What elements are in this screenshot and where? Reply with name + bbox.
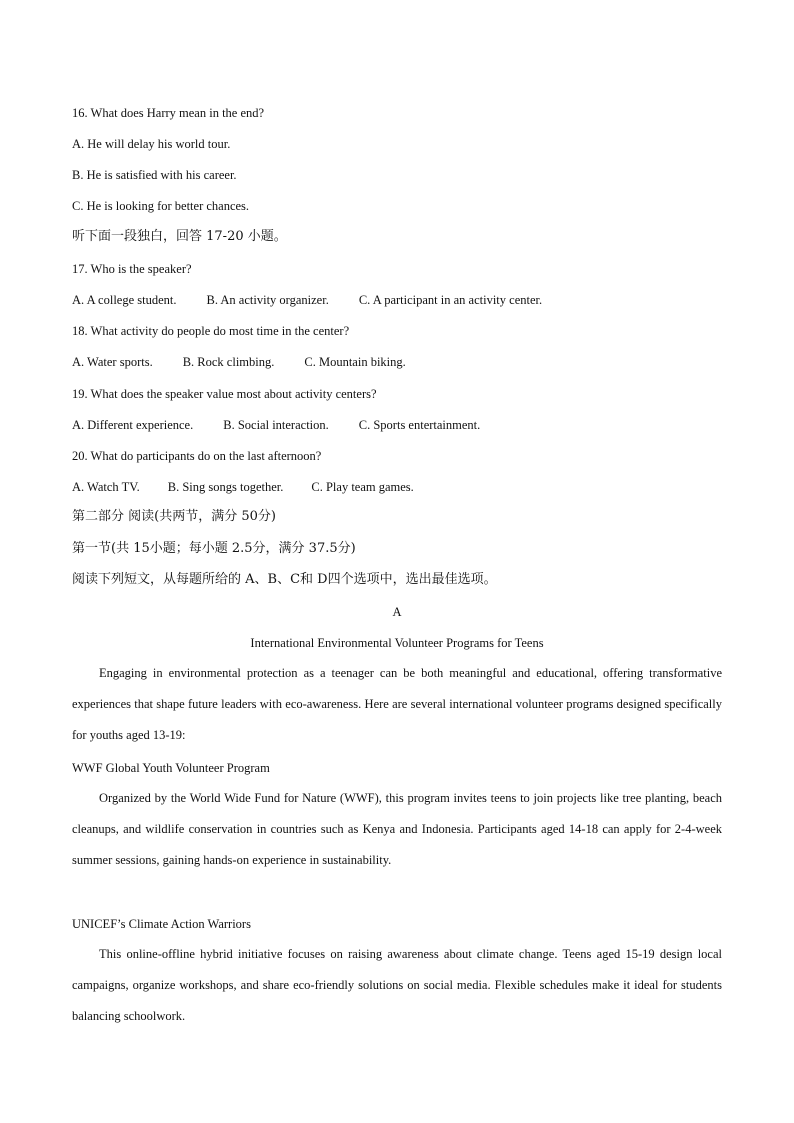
question-18-option-b: B. Rock climbing. — [182, 355, 275, 369]
question-16-option-b: B. He is satisfied with his career. — [72, 168, 237, 182]
question-20-stem: 20. What do participants do on the last afternoon? — [72, 449, 322, 463]
program-1-text: Organized by the World Wide Fund for Nature (WWF), this program invites teens to join projects like tree planting, beach cleanups, and wildlife conservation in countries such as Kenya and Indonesia. Participants aged 14-18 can apply for 2-4-week summer sessions, gaining hands-on experience in sustainability. — [72, 791, 722, 868]
passage-intro: Engaging in environmental protection as a teenager can be both meaningful and educational, offering transformative experiences that shape future leaders with eco-awareness. Here are several international volunteer programs designed specifically for youths aged 13-19: — [72, 666, 722, 743]
question-16-stem: 16. What does Harry mean in the end? — [72, 106, 265, 120]
question-20-option-b: B. Sing songs together. — [167, 480, 284, 494]
question-17-option-b: B. An activity organizer. — [206, 293, 329, 307]
question-19-stem: 19. What does the speaker value most about activity centers? — [72, 387, 377, 401]
question-17-option-c: C. A participant in an activity center. — [358, 293, 543, 307]
question-17-stem: 17. Who is the speaker? — [72, 262, 192, 276]
program-1-name: WWF Global Youth Volunteer Program — [72, 761, 270, 775]
question-20-options — [72, 479, 414, 495]
question-18-options — [72, 354, 406, 370]
reading-instruction: 阅读下列短文，从每题所给的 A、B、C和 D四个选项中，选出最佳选项。 — [72, 572, 497, 587]
part-2-heading: 第二部分 阅读(共两节，满分 50分) — [72, 509, 276, 524]
question-19-options — [72, 417, 480, 433]
question-16-option-c: C. He is looking for better chances. — [72, 199, 250, 213]
section-1-heading: 第一节(共 15小题；每小题 2.5分，满分 37.5分) — [72, 541, 356, 556]
program-2-name: UNICEF’s Climate Action Warriors — [72, 917, 251, 931]
passage-letter: A — [392, 605, 402, 619]
question-17-option-a: A. A college student. — [72, 293, 177, 307]
passage-title: International Environmental Volunteer Programs for Teens — [250, 636, 544, 650]
question-18-stem: 18. What activity do people do most time in the center? — [72, 324, 350, 338]
question-19-option-b: B. Social interaction. — [223, 418, 329, 432]
question-20-option-a: A. Watch TV. — [72, 480, 140, 494]
question-16-option-a: A. He will delay his world tour. — [72, 137, 231, 151]
program-2-text: This online-offline hybrid initiative focuses on raising awareness about climate change. Teens aged 15-19 design local campaigns, organize workshops, and share eco-friendly solutions on social media. Flexible schedules make it ideal for students balancing schoolwork. — [72, 947, 722, 1024]
monologue-instruction: 听下面一段独白，回答 17-20 小题。 — [72, 229, 287, 244]
question-20-option-c: C. Play team games. — [311, 480, 414, 494]
question-18-option-c: C. Mountain biking. — [304, 355, 406, 369]
question-17-options — [72, 292, 542, 308]
question-19-option-c: C. Sports entertainment. — [358, 418, 481, 432]
question-18-option-a: A. Water sports. — [72, 355, 153, 369]
question-19-option-a: A. Different experience. — [72, 418, 194, 432]
